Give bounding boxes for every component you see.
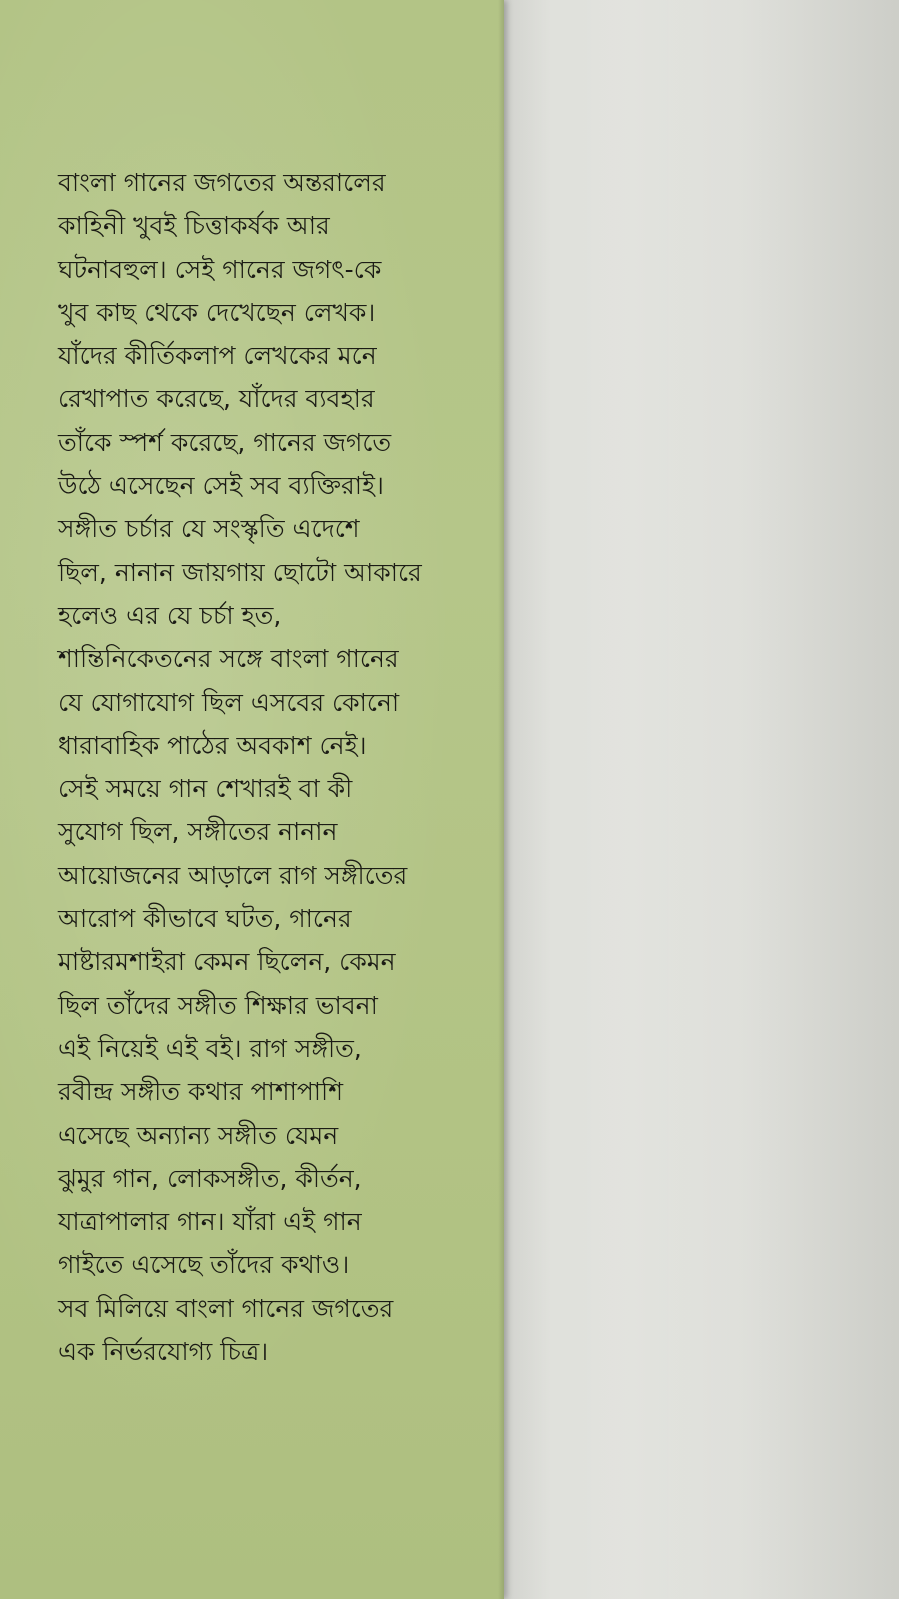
blurb-line: গাইতে এসেছে তাঁদের কথাও। [58,1250,350,1280]
blurb-line: সব মিলিয়ে বাংলা গানের জগতের [58,1293,394,1323]
blurb-line: এক নির্ভরযোগ্য চিত্র। [58,1337,269,1367]
blurb-line: আরোপ কীভাবে ঘটত, গানের [58,904,352,934]
blurb-line: এসেছে অন্যান্য সঙ্গীত যেমন [58,1120,339,1150]
blurb-line: শান্তিনিকেতনের সঙ্গে বাংলা গানের [58,644,399,674]
blurb-line: রেখাপাত করেছে, যাঁদের ব্যবহার [58,384,375,414]
blurb-line: রবীন্দ্র সঙ্গীত কথার পাশাপাশি [58,1077,343,1107]
blurb-line: এই নিয়েই এই বই। রাগ সঙ্গীত, [58,1033,362,1063]
blurb-line: ছিল, নানান জায়গায় ছোটো আকারে [58,557,422,587]
blurb-line: খুব কাছ থেকে দেখেছেন লেখক। [58,297,376,327]
blurb-line: ঝুমুর গান, লোকসঙ্গীত, কীর্তন, [58,1163,362,1193]
blurb-line: বাংলা গানের জগতের অন্তরালের [58,168,386,197]
book-blurb [58,161,498,1373]
blurb-line: উঠে এসেছেন সেই সব ব্যক্তিরাই। [58,471,385,501]
blurb-line: সেই সময়ে গান শেখারই বা কী [58,774,353,804]
blurb-line: যে যোগাযোগ ছিল এসবের কোনো [58,687,400,717]
blurb-line: ধারাবাহিক পাঠের অবকাশ নেই। [58,730,367,760]
blurb-line: যাত্রাপালার গান। যাঁরা এই গান [58,1207,362,1237]
blurb-line: মাষ্টারমশাইরা কেমন ছিলেন, কেমন [58,947,396,977]
blurb-line: যাঁদের কীর্তিকলাপ লেখকের মনে [58,341,377,371]
blurb-line: কাহিনী খুবই চিত্তাকর্ষক আর [58,211,330,241]
blank-inner-page [504,0,899,1599]
blurb-line: তাঁকে স্পর্শ করেছে, গানের জগতে [58,427,392,457]
blurb-line: সঙ্গীত চর্চার যে সংস্কৃতি এদেশে [58,514,360,544]
blurb-line: সুযোগ ছিল, সঙ্গীতের নানান [58,817,338,847]
blurb-line: ছিল তাঁদের সঙ্গীত শিক্ষার ভাবনা [58,990,378,1020]
blurb-line: ঘটনাবহুল। সেই গানের জগৎ-কে [58,254,382,284]
blurb-line: আয়োজনের আড়ালে রাগ সঙ্গীতের [58,860,408,890]
blurb-line: হলেও এর যে চর্চা হত, [58,600,282,630]
